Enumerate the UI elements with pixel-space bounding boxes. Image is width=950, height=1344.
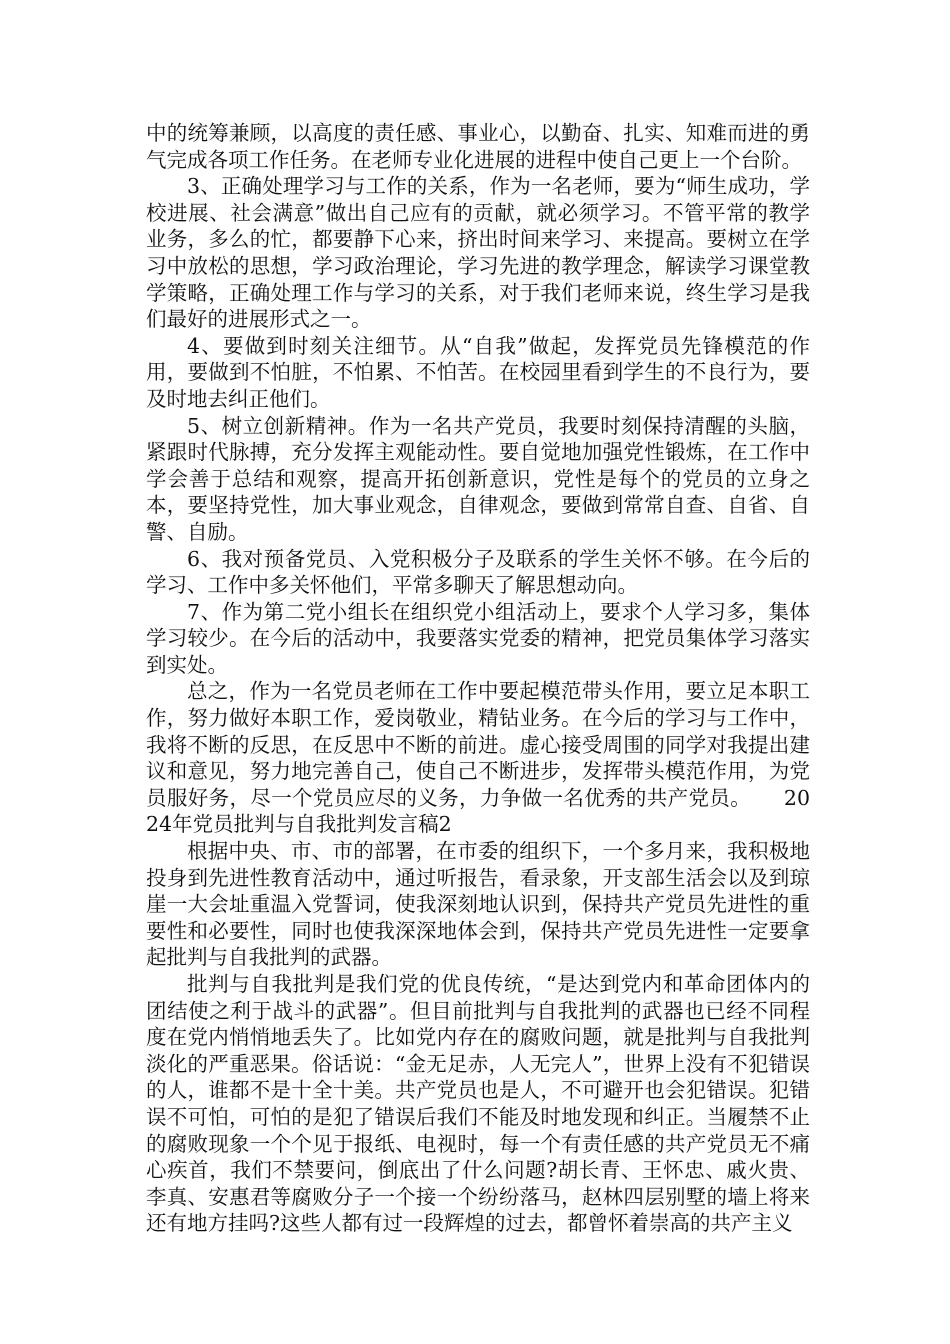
paragraph-summary [146,678,810,838]
summary-text: 总之，作为一名党员老师在工作中要起模范带头作用，要立足本职工作，努力做好本职工作，爱岗敬业，精钻业务。在今后的学习与工作中，我将不断的反思，在反思中不断的前进。虚心接受周围的同学对我提出建议和意见，努力地完善自己，使自己不断进步，发挥带头模范作用，为党员服好务，尽一个党员应尽的义务，力争做一名优秀的共产党员。 [146,679,810,810]
document-body [146,120,810,1237]
paragraph-item-6: 6、我对预备党员、入党积极分子及联系的学生关怀不够。在今后的学习、工作中多关怀他们，平常多聊天了解思想动向。 [146,546,810,598]
paragraph-item-5: 5、树立创新精神。作为一名共产党员，我要时刻保持清醒的头脑，紧跟时代脉搏，充分发挥主观能动性。要自觉地加强党性锻炼，在工作中学会善于总结和观察，提高开拓创新意识，党性是每个的党员的立身之本，要坚持党性，加大事业观念，自律观念，要做到常常自查、自省、自警、自励。 [146,413,810,544]
paragraph-continuation: 中的统筹兼顾，以高度的责任感、事业心，以勤奋、扎实、知难而进的勇气完成各项工作任务。在老师专业化进展的进程中使自己更上一个台阶。 [146,121,810,172]
paragraph-item-3: 3、正确处理学习与工作的关系，作为一名老师，要为“师生成功，学校进展、社会满意”做出自己应有的贡献，就必须学习。不管平常的教学业务，多么的忙，都要静下心来，挤出时间来学习、来提高。要树立在学习中放松的思想，学习政治理论，学习先进的教学理念，解读学习课堂教学策略，正确处理工作与学习的关系，对于我们老师来说，终生学习是我们最好的进展形式之一。 [146,174,810,332]
paragraph-item-7: 7、作为第二党小组长在组织党小组活动上，要求个人学习多，集体学习较少。在今后的活动中，我要落实党委的精神，把党员集体学习落实到实处。 [146,599,810,677]
paragraph-intro: 根据中央、市、市的部署，在市委的组织下，一个多月来，我积极地投身到先进性教育活动中，通过听报告，看录象，开支部生活会以及到琼崖一大会址重温入党誓词，使我深刻地认识到，保持共产党员先进性的重要性和必要性，同时也使我深深地体会到，保持共产党员先进性一定要拿起批判与自我批判的武器。 [146,839,810,970]
paragraph-criticism: 批判与自我批判是我们党的优良传统，“是达到党内和革命团体内的团结使之利于战斗的武器”。但目前批判与自我批判的武器也已经不同程度在党内悄悄地丢失了。比如党内存在的腐败问题，就是批判与自我批判淡化的严重恶果。俗话说：“金无足赤，人无完人”，世界上没有不犯错误的人，谁都不是十全十美。共产党员也是人，不可避开也会犯错误。犯错误不可怕，可怕的是犯了错误后我们不能及时地发现和纠正。当履禁不止的腐败现象一个个见于报纸、电视时，每一个有责任感的共产党员无不痛心疾首，我们不禁要问，倒底出了什么问题?胡长青、王怀忠、戚火贵、李真、安惠君等腐败分子一个接一个纷纷落马，赵林四层别墅的墙上将来还有地方挂吗?这些人都有过一段辉煌的过去，都曾怀着崇高的共产主义 [146,972,810,1236]
section-heading: 2024年党员批判与自我批判发言稿2 [146,785,810,837]
paragraph-item-4: 4、要做到时刻关注细节。从“自我”做起，发挥党员先锋模范的作用，要做到不怕脏，不怕累、不怕苦。在校园里看到学生的不良行为，要及时地去纠正他们。 [146,333,810,411]
